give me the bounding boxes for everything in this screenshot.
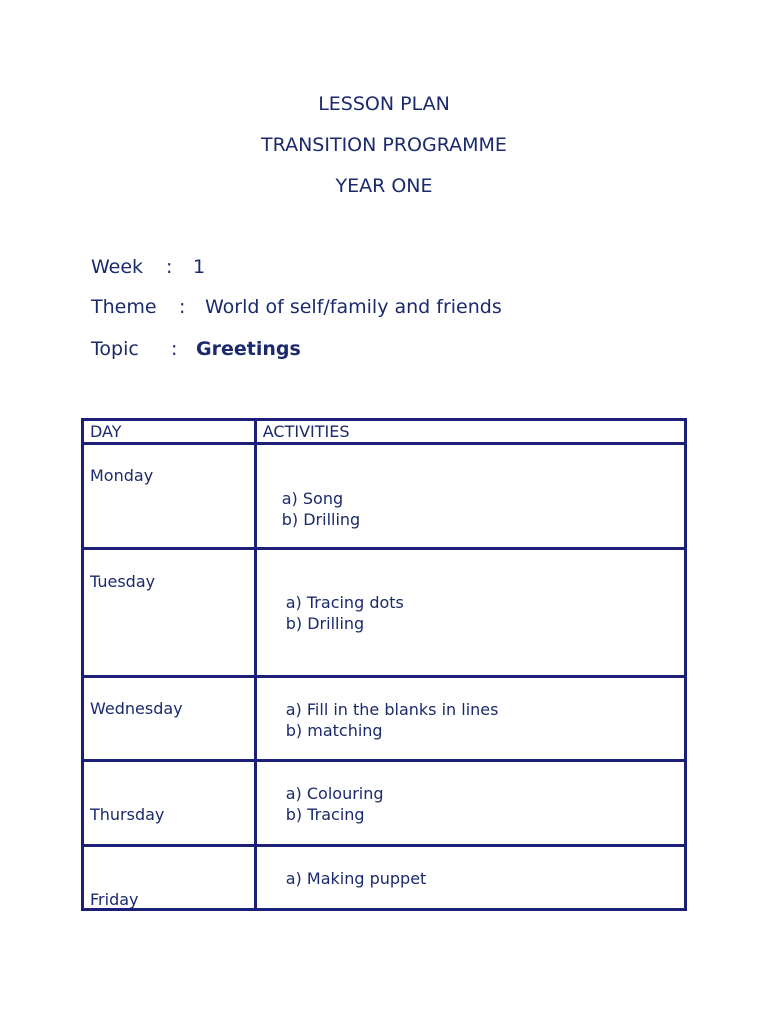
day-friday: Friday [90, 890, 139, 909]
topic-separator: : [171, 338, 178, 360]
week-label: Week [91, 256, 144, 278]
theme-value: World of self/family and friends [205, 296, 502, 318]
theme-label: Theme [91, 296, 157, 318]
table-row [83, 846, 686, 910]
week-separator: : [166, 256, 173, 278]
table-header-row [83, 420, 686, 444]
list-item: b) Drilling [281, 510, 361, 529]
activities-cell [255, 444, 685, 549]
activity-list [286, 699, 499, 741]
list-item: b) Tracing [285, 805, 365, 824]
title-programme: TRANSITION PROGRAMME [261, 134, 507, 156]
activities-cell [255, 677, 685, 761]
list-item: b) Drilling [285, 614, 365, 633]
day-wednesday: Wednesday [90, 699, 183, 718]
activities-cell [255, 761, 685, 846]
day-cell [83, 549, 256, 677]
activities-cell [255, 846, 685, 910]
table-row [83, 549, 686, 677]
activity-list [286, 783, 384, 825]
list-item: a) Song [281, 489, 344, 508]
activity-list [282, 488, 360, 530]
table-row [83, 677, 686, 761]
title-lesson-plan: LESSON PLAN [318, 93, 450, 115]
activity-list [286, 868, 427, 889]
list-item: a) Making puppet [285, 869, 427, 888]
theme-separator: : [179, 296, 186, 318]
activities-cell [255, 549, 685, 677]
list-item: a) Tracing dots [285, 593, 404, 612]
list-item: a) Colouring [285, 784, 384, 803]
title-year: YEAR ONE [335, 175, 433, 197]
header-activities: ACTIVITIES [255, 420, 685, 444]
topic-value: Greetings [196, 338, 301, 360]
day-cell [83, 846, 256, 910]
list-item: b) matching [285, 721, 383, 740]
topic-label: Topic [91, 338, 139, 360]
day-thursday: Thursday [90, 805, 165, 824]
header-day: DAY [83, 420, 256, 444]
week-value: 1 [193, 256, 206, 278]
day-tuesday: Tuesday [90, 572, 156, 591]
day-cell [83, 677, 256, 761]
activity-list [286, 592, 404, 634]
day-monday: Monday [90, 466, 154, 485]
table-row [83, 761, 686, 846]
day-cell [83, 444, 256, 549]
list-item: a) Fill in the blanks in lines [285, 700, 499, 719]
lesson-plan-table [81, 418, 687, 911]
table-row [83, 444, 686, 549]
day-cell [83, 761, 256, 846]
